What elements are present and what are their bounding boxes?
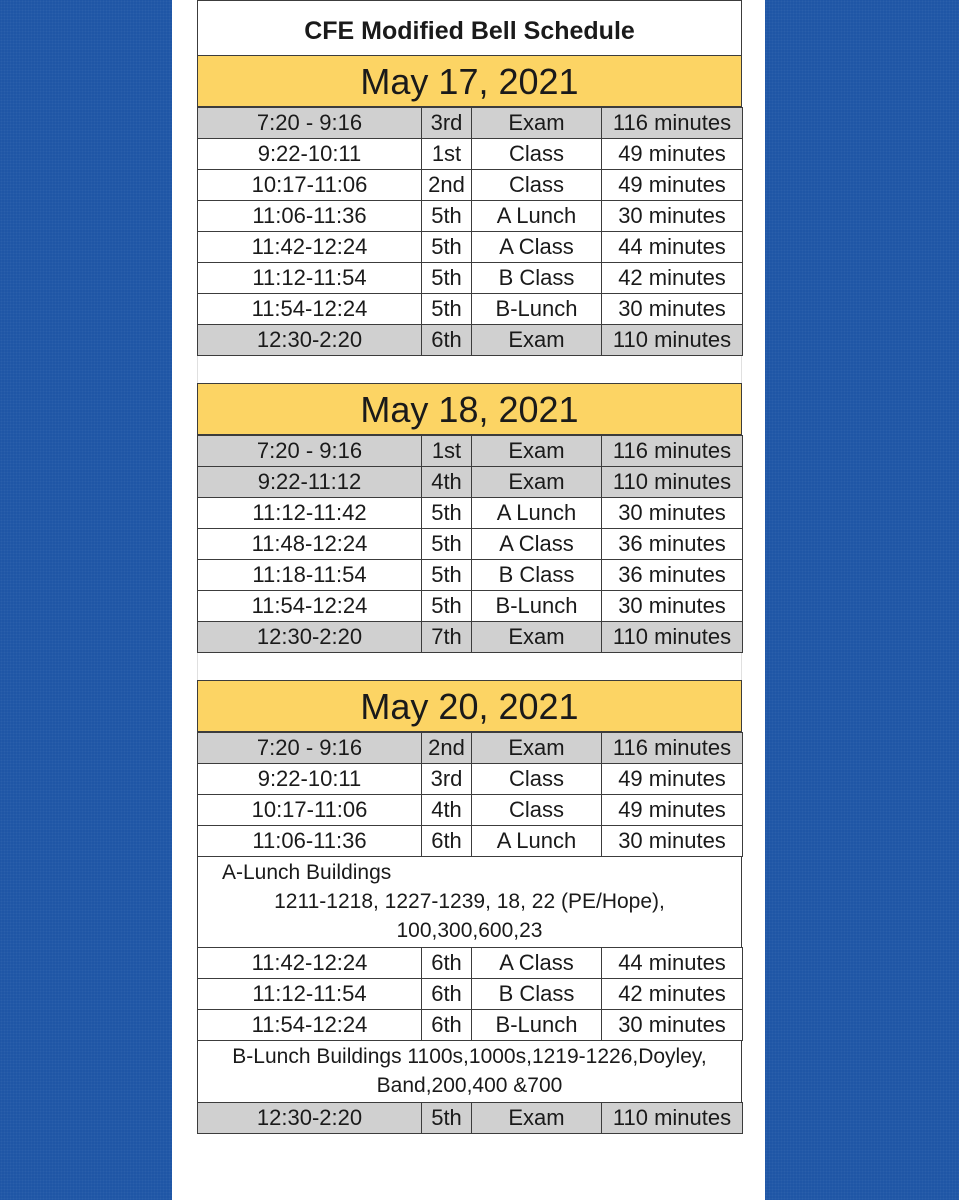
activity-cell: B Class <box>472 560 602 591</box>
activity-cell: Exam <box>472 622 602 653</box>
day-table <box>197 732 743 857</box>
schedule-row <box>198 467 743 498</box>
activity-cell: Exam <box>472 108 602 139</box>
duration-cell: 36 minutes <box>602 529 743 560</box>
a-lunch-note-title: A-Lunch Buildings <box>222 861 392 884</box>
time-cell: 11:12-11:54 <box>198 979 422 1010</box>
duration-cell: 30 minutes <box>602 591 743 622</box>
activity-cell: B-Lunch <box>472 1010 602 1041</box>
duration-cell: 42 minutes <box>602 263 743 294</box>
time-cell: 11:06-11:36 <box>198 826 422 857</box>
period-cell: 5th <box>422 591 472 622</box>
schedule-row <box>198 1103 743 1134</box>
schedule-row <box>198 622 743 653</box>
b-lunch-buildings-note <box>197 1041 742 1102</box>
day-table <box>197 947 743 1041</box>
activity-cell: A Lunch <box>472 498 602 529</box>
period-cell: 2nd <box>422 170 472 201</box>
period-cell: 5th <box>422 529 472 560</box>
day-table <box>197 107 743 356</box>
period-cell: 6th <box>422 826 472 857</box>
activity-cell: B-Lunch <box>472 591 602 622</box>
schedule-row <box>198 948 743 979</box>
time-cell: 11:54-12:24 <box>198 591 422 622</box>
activity-cell: Exam <box>472 467 602 498</box>
period-cell: 3rd <box>422 108 472 139</box>
time-cell: 9:22-11:12 <box>198 467 422 498</box>
schedule-row <box>198 232 743 263</box>
duration-cell: 36 minutes <box>602 560 743 591</box>
period-cell: 6th <box>422 948 472 979</box>
date-header: May 20, 2021 <box>197 680 742 732</box>
time-cell: 11:12-11:54 <box>198 263 422 294</box>
schedule-sheet <box>197 0 742 1134</box>
duration-cell: 30 minutes <box>602 826 743 857</box>
period-cell: 4th <box>422 795 472 826</box>
section-spacer <box>197 356 742 383</box>
activity-cell: Exam <box>472 1103 602 1134</box>
duration-cell: 116 minutes <box>602 108 743 139</box>
time-cell: 12:30-2:20 <box>198 622 422 653</box>
duration-cell: 110 minutes <box>602 1103 743 1134</box>
time-cell: 11:18-11:54 <box>198 560 422 591</box>
schedule-row <box>198 139 743 170</box>
b-lunch-note-line2: Band,200,400 &700 <box>376 1074 563 1097</box>
time-cell: 7:20 - 9:16 <box>198 733 422 764</box>
a-lunch-note-buildings: 1211-1218, 1227-1239, 18, 22 (PE/Hope), <box>274 890 665 913</box>
duration-cell: 30 minutes <box>602 498 743 529</box>
schedule-row <box>198 826 743 857</box>
section-spacer <box>197 653 742 680</box>
time-cell: 9:22-10:11 <box>198 764 422 795</box>
time-cell: 12:30-2:20 <box>198 1103 422 1134</box>
duration-cell: 44 minutes <box>602 232 743 263</box>
period-cell: 5th <box>422 201 472 232</box>
period-cell: 3rd <box>422 764 472 795</box>
period-cell: 6th <box>422 979 472 1010</box>
schedule-row <box>198 795 743 826</box>
duration-cell: 30 minutes <box>602 201 743 232</box>
period-cell: 6th <box>422 325 472 356</box>
time-cell: 9:22-10:11 <box>198 139 422 170</box>
duration-cell: 116 minutes <box>602 733 743 764</box>
schedule-row <box>198 560 743 591</box>
period-cell: 5th <box>422 1103 472 1134</box>
activity-cell: Class <box>472 764 602 795</box>
duration-cell: 49 minutes <box>602 764 743 795</box>
activity-cell: A Lunch <box>472 826 602 857</box>
activity-cell: Exam <box>472 436 602 467</box>
time-cell: 11:42-12:24 <box>198 232 422 263</box>
activity-cell: A Class <box>472 232 602 263</box>
time-cell: 7:20 - 9:16 <box>198 436 422 467</box>
day-table <box>197 1102 743 1134</box>
schedule-row <box>198 498 743 529</box>
date-header: May 18, 2021 <box>197 383 742 435</box>
time-cell: 11:48-12:24 <box>198 529 422 560</box>
duration-cell: 44 minutes <box>602 948 743 979</box>
time-cell: 12:30-2:20 <box>198 325 422 356</box>
schedule-row <box>198 201 743 232</box>
schedule-row <box>198 1010 743 1041</box>
schedule-title: CFE Modified Bell Schedule <box>197 0 742 55</box>
date-header: May 17, 2021 <box>197 55 742 107</box>
time-cell: 7:20 - 9:16 <box>198 108 422 139</box>
period-cell: 2nd <box>422 733 472 764</box>
duration-cell: 30 minutes <box>602 1010 743 1041</box>
period-cell: 1st <box>422 436 472 467</box>
schedule-row <box>198 979 743 1010</box>
a-lunch-note-buildings-cont: 100,300,600,23 <box>396 919 543 942</box>
a-lunch-buildings-note <box>197 857 742 947</box>
activity-cell: Class <box>472 139 602 170</box>
activity-cell: B-Lunch <box>472 294 602 325</box>
schedule-row <box>198 108 743 139</box>
duration-cell: 110 minutes <box>602 325 743 356</box>
time-cell: 10:17-11:06 <box>198 170 422 201</box>
duration-cell: 42 minutes <box>602 979 743 1010</box>
time-cell: 11:54-12:24 <box>198 1010 422 1041</box>
period-cell: 6th <box>422 1010 472 1041</box>
activity-cell: Exam <box>472 325 602 356</box>
duration-cell: 110 minutes <box>602 467 743 498</box>
time-cell: 11:06-11:36 <box>198 201 422 232</box>
duration-cell: 116 minutes <box>602 436 743 467</box>
schedule-row <box>198 591 743 622</box>
schedule-row <box>198 325 743 356</box>
period-cell: 5th <box>422 560 472 591</box>
period-cell: 7th <box>422 622 472 653</box>
schedule-row <box>198 170 743 201</box>
period-cell: 5th <box>422 263 472 294</box>
activity-cell: A Class <box>472 948 602 979</box>
duration-cell: 49 minutes <box>602 795 743 826</box>
day-table <box>197 435 743 653</box>
duration-cell: 110 minutes <box>602 622 743 653</box>
schedule-row <box>198 294 743 325</box>
time-cell: 10:17-11:06 <box>198 795 422 826</box>
period-cell: 5th <box>422 498 472 529</box>
schedule-row <box>198 733 743 764</box>
time-cell: 11:54-12:24 <box>198 294 422 325</box>
activity-cell: A Class <box>472 529 602 560</box>
activity-cell: Class <box>472 795 602 826</box>
period-cell: 5th <box>422 294 472 325</box>
schedule-row <box>198 764 743 795</box>
schedule-row <box>198 529 743 560</box>
period-cell: 5th <box>422 232 472 263</box>
activity-cell: A Lunch <box>472 201 602 232</box>
activity-cell: B Class <box>472 263 602 294</box>
time-cell: 11:12-11:42 <box>198 498 422 529</box>
duration-cell: 49 minutes <box>602 170 743 201</box>
activity-cell: Class <box>472 170 602 201</box>
duration-cell: 49 minutes <box>602 139 743 170</box>
period-cell: 4th <box>422 467 472 498</box>
period-cell: 1st <box>422 139 472 170</box>
schedule-row <box>198 263 743 294</box>
duration-cell: 30 minutes <box>602 294 743 325</box>
schedule-row <box>198 436 743 467</box>
activity-cell: Exam <box>472 733 602 764</box>
time-cell: 11:42-12:24 <box>198 948 422 979</box>
b-lunch-note-line1: B-Lunch Buildings 1100s,1000s,1219-1226,Doyley, <box>232 1045 707 1068</box>
activity-cell: B Class <box>472 979 602 1010</box>
